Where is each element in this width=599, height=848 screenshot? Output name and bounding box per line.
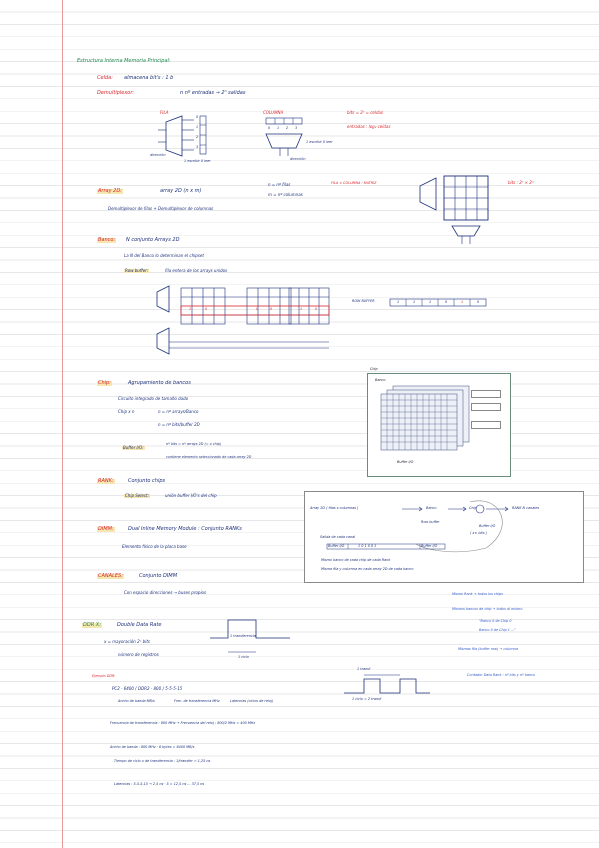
ddr-pc-spec: PC2 - 6400 ( DDR2 - 800 ) 5-5-5-15 xyxy=(112,686,183,691)
flow-buffer-io: Buffer I/O xyxy=(479,524,496,528)
array2d-m-def: m = nº columnas xyxy=(268,192,303,197)
flow-buffer-cell-1: 1 0 1 0 0 1 xyxy=(358,544,377,548)
ddr-pulse-label: 1 transf xyxy=(357,667,371,671)
chip-diagram-buffer-io: Buffer I/O xyxy=(397,460,414,464)
right-note-5: Mismas fila (buffer row) → columna xyxy=(458,647,518,651)
row-buffer-cell-3: 0 xyxy=(445,300,448,304)
ddr-formula-4: Latencias : 5-5-5-15 → 2,5 ns · 5 = 12,5 ns ... 37,5 ns xyxy=(114,782,205,786)
right-note-2: Mismos bancos de chip → todos al mismo xyxy=(452,607,523,611)
ddr-formula-1: Frecuencia de transferencia : 800 MHz → Frecuencia del reloj : 800/2 MHz = 400 MHz xyxy=(110,721,256,725)
array2d-bits-formula: bits : 2ⁿ × 2ᵐ xyxy=(508,180,535,185)
rank-chipselect-term: Chip Select: xyxy=(125,493,149,498)
demux-text: n nº entradas → 2ⁿ salidas xyxy=(180,90,246,96)
col-num-2: 2 xyxy=(286,126,289,130)
ddr-ejemplo: Ejemplo DDR: xyxy=(92,674,116,678)
ddr-formula-2: Ancho de banda : 800 MHz · 8 bytes = 6400 MB/s xyxy=(110,745,195,749)
ddr-note-latencias: Latencias (ciclos de reloj) xyxy=(230,699,274,703)
dimm-text: Dual Inline Memory Module : Conjunto RANKs xyxy=(128,526,242,532)
chip-line3: n = nº bits/buffer 2D xyxy=(158,422,200,427)
demux-columna-label: COLUMNA xyxy=(263,110,284,115)
fila-num-3: 3 xyxy=(196,145,199,149)
demux-col-direccion: dirección xyxy=(290,157,306,161)
demux-col-leer: 1 escribir 0 leer xyxy=(306,140,333,144)
row-buffer-cell-4: 1 xyxy=(461,300,464,304)
flow-salida: Salida de cada canal xyxy=(320,535,356,539)
banco-text: N conjunto Arrays 2D xyxy=(126,237,180,243)
chip-buffer-term: Buffer I/O: xyxy=(123,445,144,450)
canales-line2: Con espacio direcciones → buses propios xyxy=(124,590,207,595)
matrix-grid-diagram xyxy=(416,172,496,252)
array-cell-4: 1 xyxy=(300,307,303,311)
array2d-line2: Demultiplexor de filas + Demultiplexor de columnas xyxy=(108,206,214,211)
chip-term: Chip: xyxy=(98,380,111,386)
flow-buffer-cell-0: Buffer I/O xyxy=(328,544,345,548)
banco-rowbuffer-text: fila entera de los arrays unidos xyxy=(165,268,228,273)
canales-text: Conjunto DIMM xyxy=(139,573,178,579)
fila-num-0: 0 xyxy=(196,115,199,119)
demux-fila-diagram xyxy=(152,114,212,174)
right-note-1: Mismo Rank → todos los chips xyxy=(452,592,503,596)
row-buffer-cell-0: 1 xyxy=(397,300,400,304)
chip-diagram-buffer-3 xyxy=(471,421,501,429)
row-buffer-strip xyxy=(389,298,489,308)
flow-x-bits: ( x× bits ) xyxy=(470,531,487,535)
right-note-6: Contador Data Rank : nº bits y nº banco xyxy=(467,673,536,677)
demux-fila-leer: 1 escribir 0 leer xyxy=(184,159,211,163)
array2d-text: array 2D (n x m) xyxy=(160,188,202,194)
chip-buffer-def2: contiene elemento seleccionado de cada array 2D xyxy=(166,455,252,459)
dimm-term: DIMM: xyxy=(98,526,114,532)
chip-line1: Circuito integrado de tamaño dado xyxy=(118,396,189,401)
flow-array: Array 2D ( filas x columnas ) xyxy=(310,506,359,510)
demux-bits-formula: bits = 2ⁿ = celdas xyxy=(347,110,384,115)
flow-note-1: Mismo banco de cada chip de cada Rank xyxy=(321,558,391,562)
rank-term: RANK: xyxy=(98,478,114,484)
array-cell-1: 0 xyxy=(205,307,208,311)
clock-transfer-label: 1 transferencia xyxy=(230,634,256,638)
ddr-line2: número de registros xyxy=(118,652,159,657)
fila-num-1: 1 xyxy=(196,125,199,129)
demux-entradas-formula: entradas : log₂ celdas xyxy=(347,124,391,129)
col-num-1: 1 xyxy=(277,126,280,130)
fila-num-2: 2 xyxy=(196,135,199,139)
celda-term: Celda: xyxy=(97,75,113,81)
ddr-note-frec: Frec. de transferencia MHz xyxy=(174,699,220,703)
array-cell-3: 0 xyxy=(270,307,273,311)
chip-line2b: n = nº arrays/Banco xyxy=(158,409,199,414)
flow-buffer-cell-2: Buffer I/O xyxy=(421,544,438,548)
chip-banks-grid xyxy=(373,384,473,454)
bank-arrays-diagram xyxy=(155,282,355,362)
canales-term: CANALES: xyxy=(98,573,123,579)
col-num-3: 3 xyxy=(295,126,298,130)
chip-diagram-label: Chip xyxy=(370,367,378,371)
page-heading: Estructura Interna Memoria Principal: xyxy=(77,58,171,64)
ddr-text: Double Data Rate xyxy=(117,622,162,628)
flow-row-buffer: Row buffer xyxy=(421,520,440,524)
dimm-line2: Elemento físico de la placa base xyxy=(122,544,187,549)
celda-text: almacena bit's : 1 b xyxy=(124,75,174,81)
ddr-formula-3: Tiempo de ciclo o de transferencia : 1/transfer = 1,25 ns xyxy=(114,759,211,763)
ddr-note-ancho: Ancho de banda MB/s xyxy=(118,699,155,703)
chip-diagram-banco: Banco xyxy=(375,378,386,382)
array2d-n-def: n = nº filas xyxy=(268,182,291,187)
margin-line xyxy=(62,0,63,848)
clock-ciclo-label: 1 ciclo xyxy=(238,655,249,659)
array-cell-5: 0 xyxy=(315,307,318,311)
rank-chipselect-text: unión buffer I/O's del chip xyxy=(165,493,217,498)
demux-term: Demultiplexor: xyxy=(97,90,135,96)
chip-buffer-def1: nº bits = nº arrays 2D (= x chip) xyxy=(166,442,222,446)
banco-line1: La N del Banco lo determinan el chipset xyxy=(124,253,204,258)
col-num-0: 0 xyxy=(268,126,271,130)
row-buffer-cell-1: 1 xyxy=(413,300,416,304)
flow-note-2: Misma fila y columna en cada array 2D de cada banco xyxy=(321,567,414,571)
demux-fila-direccion: dirección xyxy=(150,153,166,157)
banco-term: Banco: xyxy=(98,237,116,243)
array-cell-0: 1 xyxy=(189,307,192,311)
rank-text: Conjunto chips xyxy=(128,478,166,484)
chip-text: Agrupamiento de bancos xyxy=(128,380,191,386)
flow-chip: Chip xyxy=(469,506,477,510)
row-buffer-cell-2: 1 xyxy=(429,300,432,304)
row-buffer-label: ROW BUFFER xyxy=(352,299,375,303)
right-note-3: "Banco 0 de Chip 0 xyxy=(479,619,512,623)
array2d-tag: FILA × COLUMNA : MATRIZ xyxy=(331,181,377,185)
flow-rank: RANK N canales xyxy=(512,506,540,510)
array-cell-2: 0 xyxy=(256,307,259,311)
chip-line2a: Chip x n xyxy=(118,409,135,414)
ddr-term: DDR X: xyxy=(83,622,101,628)
demux-fila-label: FILA xyxy=(160,110,169,115)
chip-diagram-buffer-2 xyxy=(471,403,501,411)
flow-banco: Banco xyxy=(426,506,437,510)
right-note-4: Banco 0 de Chip 1 ..." xyxy=(479,628,516,632)
ddr-line1: x = mayoración 2ˣ bits xyxy=(104,639,150,644)
ddr-pulse-label2: 1 ciclo = 2 transf xyxy=(352,697,382,701)
chip-diagram-buffer-1 xyxy=(471,390,501,398)
banco-rowbuffer-term: Row buffer: xyxy=(125,268,149,273)
array2d-term: Array 2D: xyxy=(98,188,122,194)
row-buffer-cell-5: 0 xyxy=(477,300,480,304)
